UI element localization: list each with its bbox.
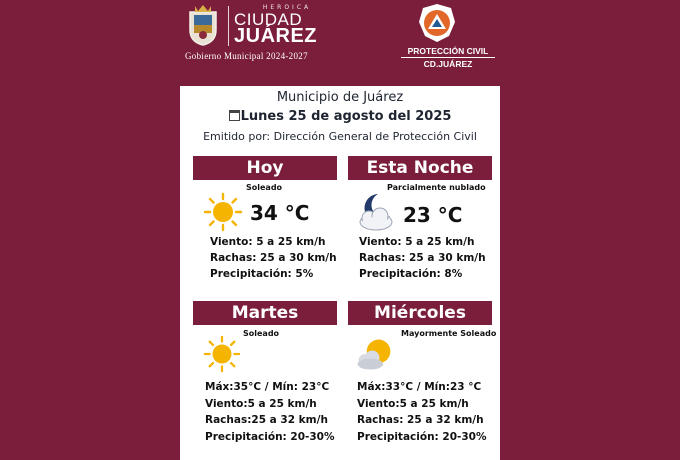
emitido-label: Emitido por: Dirección General de Protección Civil <box>203 130 477 143</box>
precip-line: Precipitación: 8% <box>359 268 463 280</box>
calendar-icon <box>229 110 240 121</box>
coat-of-arms-icon <box>186 4 220 46</box>
condition-label: Mayormente Soleado <box>401 329 497 338</box>
forecast-panel <box>180 86 500 460</box>
sun-icon <box>203 335 241 373</box>
pc-underline <box>401 57 495 58</box>
rachas-line: Rachas: 25 a 32 km/h <box>357 414 484 426</box>
card-title: Martes <box>193 301 337 325</box>
precip-line: Precipitación: 5% <box>210 268 314 280</box>
ciudad-label: CIUDAD <box>234 10 303 29</box>
precip-line: Precipitación: 20-30% <box>205 431 335 443</box>
rachas-line: Rachas:25 a 32 km/h <box>205 414 328 426</box>
viento-line: Viento:5 a 25 km/h <box>357 398 469 410</box>
heroica-label: HEROICA <box>262 4 312 11</box>
municipio-title: Municipio de Juárez <box>276 90 404 105</box>
precip-line: Precipitación: 20-30% <box>357 431 487 443</box>
card-title: Miércoles <box>348 301 492 325</box>
sun-icon <box>203 192 243 232</box>
card-esta-noche <box>348 156 492 286</box>
juarez-label: JUÁREZ <box>234 25 318 47</box>
card-miercoles <box>348 301 497 456</box>
condition-label: Soleado <box>243 329 280 338</box>
date-label: Lunes 25 de agosto del 2025 <box>240 109 452 124</box>
proteccion-civil-sub: CD.JUÁREZ <box>423 59 473 69</box>
gobierno-label: Gobierno Municipal 2024-2027 <box>185 51 308 61</box>
header <box>180 0 500 84</box>
card-title: Esta Noche <box>348 156 492 180</box>
header-divider <box>228 6 229 46</box>
viento-line: Viento: 5 a 25 km/h <box>359 236 475 248</box>
maxmin-line: Máx:35°C / Mín: 23°C <box>205 381 330 393</box>
viento-line: Viento: 5 a 25 km/h <box>210 236 326 248</box>
moon-cloud-icon <box>354 190 398 234</box>
viento-line: Viento:5 a 25 km/h <box>205 398 317 410</box>
maxmin-line: Máx:33°C / Mín:23 °C <box>357 381 482 393</box>
date-row <box>180 109 500 124</box>
proteccion-civil-title: PROTECCIÓN CIVIL <box>407 46 489 56</box>
card-martes <box>193 301 337 456</box>
sun-cloud-icon <box>352 335 396 375</box>
rachas-line: Rachas: 25 a 30 km/h <box>359 252 486 264</box>
condition-label: Parcialmente nublado <box>387 183 486 192</box>
card-title: Hoy <box>193 156 337 180</box>
card-hoy <box>193 156 337 286</box>
temperature: 34 °C <box>250 201 310 225</box>
temperature: 23 °C <box>403 203 463 227</box>
rachas-line: Rachas: 25 a 30 km/h <box>210 252 337 264</box>
condition-label: Soleado <box>246 183 283 192</box>
proteccion-civil-logo-icon <box>418 3 456 43</box>
